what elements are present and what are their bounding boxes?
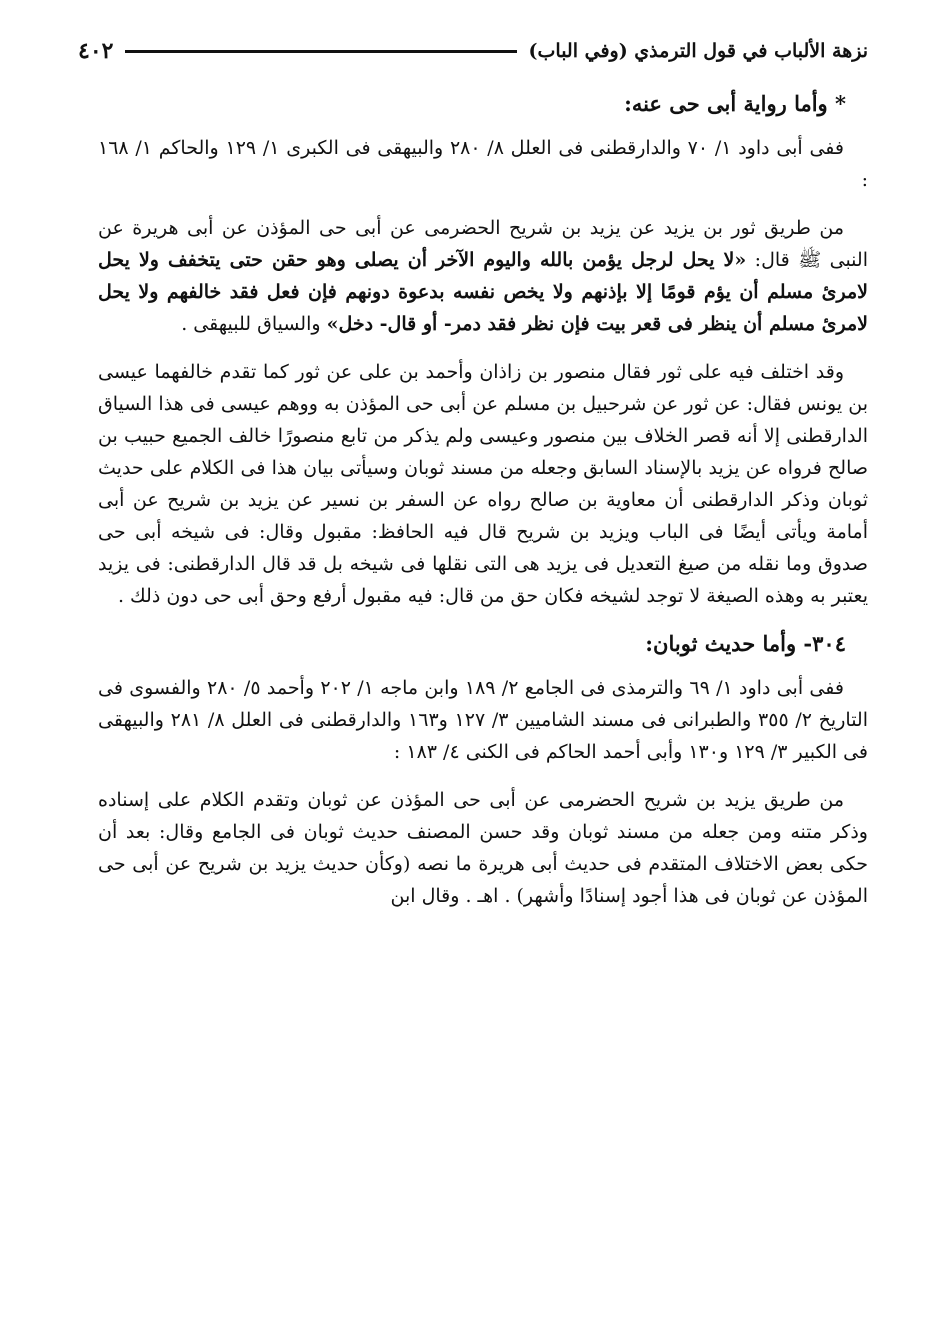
narration-outro: والسياق للبيهقى .: [181, 313, 327, 335]
sources-paragraph: ففى أبى داود ١/ ٧٠ والدارقطنى فى العلل ٨/ ٢٨٠ والبيهقى فى الكبرى ١/ ١٢٩ والحاكم ١/ ١٦٨ :: [98, 137, 868, 191]
page-number: ٤٠٢: [78, 38, 114, 64]
hadith-text: «لا يحل لرجل يؤمن بالله واليوم الآخر أن يصلى وهو حقن حتى يتخفف ولا يحل لامرئ مسلم أن يؤم قومًا إلا بإذنهم ولا يخص نفسه بدعوة دونهم فإن فعل فقد خالفهم ولا يحل لامرئ مسلم أن ينظر فى قعر بيت فإن نظر فقد دمر- أو قال- دخل»: [98, 249, 868, 335]
narration-intro: من طريق ثور بن يزيد عن يزيد بن شريح الحضرمى عن أبى حى المؤذن عن أبى هريرة عن النبى ﷺ قال:: [98, 217, 868, 271]
page-body: [98, 88, 868, 928]
running-title: نزهة الألباب في قول الترمذي (وفي الباب): [528, 40, 868, 62]
thawban-sources-paragraph: ففى أبى داود ١/ ٦٩ والترمذى فى الجامع ٢/ ١٨٩ وابن ماجه ١/ ٢٠٢ وأحمد ٥/ ٢٨٠ والفسوى فى التاريخ ٢/ ٣٥٥ والطبرانى فى مسند الشاميين ٣/ ١٢٧ و١٦٣ والدارقطنى فى العلل ٨/ ٢٨١ والبيهقى فى الكبير ٣/ ١٢٩ و١٣٠ وأبى أحمد الحاكم فى الكنى ٤/ ١٨٣ :: [98, 677, 868, 763]
narration-paragraph: [98, 212, 868, 340]
section-heading-abi-hayy: * وأما رواية أبى حى عنه:: [624, 91, 846, 116]
header-rule: [125, 50, 516, 53]
discussion-paragraph: وقد اختلف فيه على ثور فقال منصور بن زاذان وأحمد بن على عن ثور كما تقدم خالفهما عيسى بن يونس فقال: عن ثور عن شرحبيل بن مسلم عن أبى حى المؤذن به ووهم عيسى فى هذا السياق الدارقطنى إلا أنه قصر الخلاف بين منصور وعيسى ولم يذكر من تابع منصورًا خالف الجميع حبيب بن صالح فرواه عن يزيد بالإسناد السابق وجعله من مسند ثوبان وسيأتى بيان هذا فى الكلام على حديث ثوبان وذكر الدارقطنى أن معاوية بن صالح رواه عن السفر بن نسير عن يزيد بن شريح عن أبى أمامة ويأتى أيضًا فى الباب ويزيد بن شريح قال فيه الحافظ: مقبول وقال: فى شيخه أبى حى صدوق وما نقله من صيغ التعديل فى يزيد هى التى نقلها فى شيخه بل قد قال الدارقطنى: فى يزيد يعتبر به وهذه الصيغة لا توجد لشيخه فكان حق من قال: فيه مقبول أرفع وحق أبى حى دون ذلك .: [98, 361, 868, 607]
section-heading-thawban: ٣٠٤- وأما حديث ثوبان:: [645, 631, 846, 656]
thawban-discussion-paragraph: من طريق يزيد بن شريح الحضرمى عن أبى حى المؤذن عن ثوبان وتقدم الكلام على إسناده وذكر متنه ومن جعله من مسند ثوبان وقد حسن المصنف حديث ثوبان فى الجامع وقال: بعد أن حكى بعض الاختلاف المتقدم فى حديث أبى هريرة ما نصه (وكأن حديث يزيد بن شريح عن أبى حى المؤذن عن ثوبان فى هذا أجود إسنادًا وأشهر) . اهـ . وقال ابن: [98, 789, 868, 907]
page-header: [78, 36, 868, 66]
